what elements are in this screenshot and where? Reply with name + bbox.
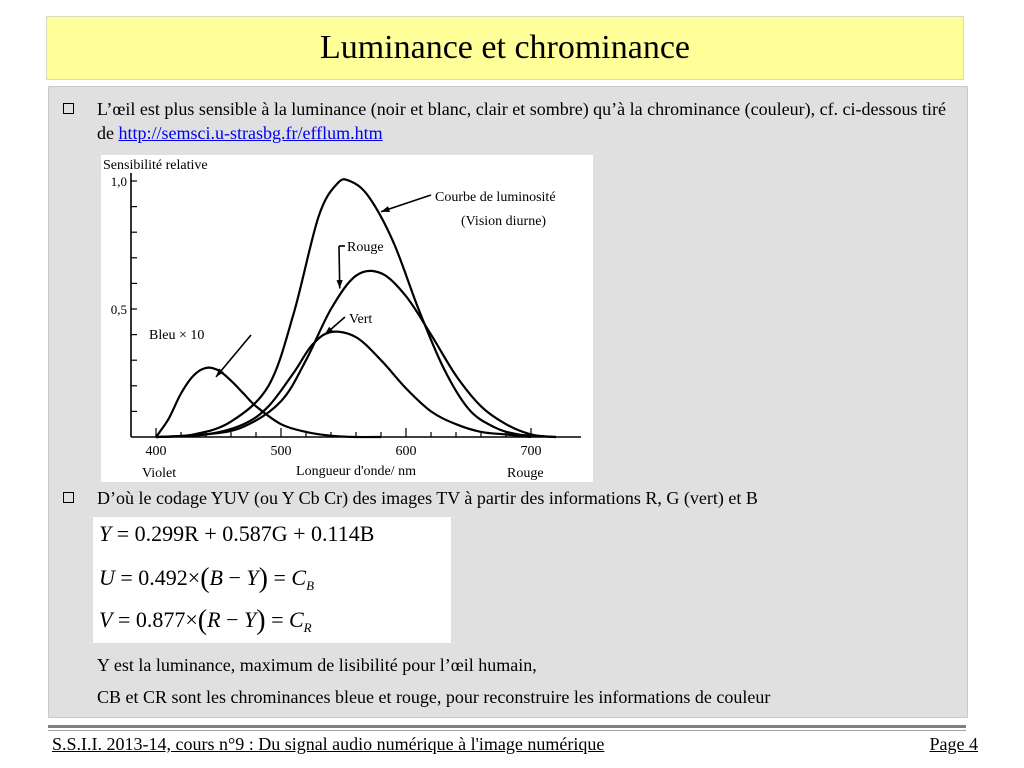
y-tick-label: 1,0	[110, 174, 127, 189]
green-curve	[156, 332, 531, 437]
sensitivity-chart-svg	[101, 155, 593, 482]
luminosity-arrow-head	[381, 206, 390, 212]
x-tick-label: 500	[270, 444, 292, 459]
green-label: Vert	[349, 312, 373, 327]
red-label: Rouge	[347, 240, 384, 255]
sensitivity-chart	[101, 155, 593, 482]
footer-page-number: Page 4	[929, 734, 978, 754]
bullet-yuv-text: D’où le codage YUV (ou Y Cb Cr) des images TV à partir des informations R, G (vert) et B	[97, 488, 758, 508]
yuv-formulas	[93, 517, 451, 643]
x-tick-label: 600	[395, 444, 417, 459]
footer-divider-thin	[48, 730, 966, 731]
checkbox-bullet-icon	[63, 103, 74, 114]
note-chrominance: CB et CR sont les chrominances bleue et rouge, pour reconstruire les informations de couleur	[97, 687, 771, 707]
content-area	[48, 86, 968, 718]
x-side-label-left: Violet	[142, 466, 177, 481]
x-side-label-right: Rouge	[507, 466, 544, 481]
luminosity-label-line2: (Vision diurne)	[461, 214, 547, 229]
bullet-luminance-text: L’œil est plus sensible à la luminance (noir et blanc, clair et sombre) qu’à la chrominance (couleur), cf. ci-dessous tiré de	[97, 99, 947, 143]
formula-u: $U = 0.492\times(B - Y) = C_B$	[99, 563, 315, 594]
slide-title: Luminance et chrominance	[319, 29, 691, 66]
x-axis-label: Longueur d'onde/ nm	[296, 464, 416, 479]
formula-y: Y = 0.299R + 0.587G + 0.114B	[99, 521, 375, 546]
formula-v: $V = 0.877\times(R - Y) = C_R$	[99, 605, 312, 636]
x-tick-label: 400	[145, 444, 167, 459]
blue-label: Bleu × 10	[149, 328, 205, 343]
x-tick-label: 700	[520, 444, 542, 459]
red-curve	[156, 271, 556, 437]
footer-divider	[48, 725, 966, 728]
source-link[interactable]: http://semsci.u-strasbg.fr/efflum.htm	[118, 123, 383, 143]
footer-course: S.S.I.I. 2013-14, cours n°9 : Du signal audio numérique à l'image numérique	[52, 734, 605, 754]
title-bar	[46, 16, 964, 80]
blue-curve	[156, 368, 381, 437]
note-luminance: Y est la luminance, maximum de lisibilité pour l’œil humain,	[97, 655, 537, 675]
checkbox-bullet-icon	[63, 492, 74, 503]
red-arrow-head	[337, 280, 343, 289]
y-axis-label: Sensibilité relative	[103, 158, 208, 173]
luminosity-label: Courbe de luminosité	[435, 190, 556, 205]
y-tick-label: 0,5	[110, 302, 127, 317]
